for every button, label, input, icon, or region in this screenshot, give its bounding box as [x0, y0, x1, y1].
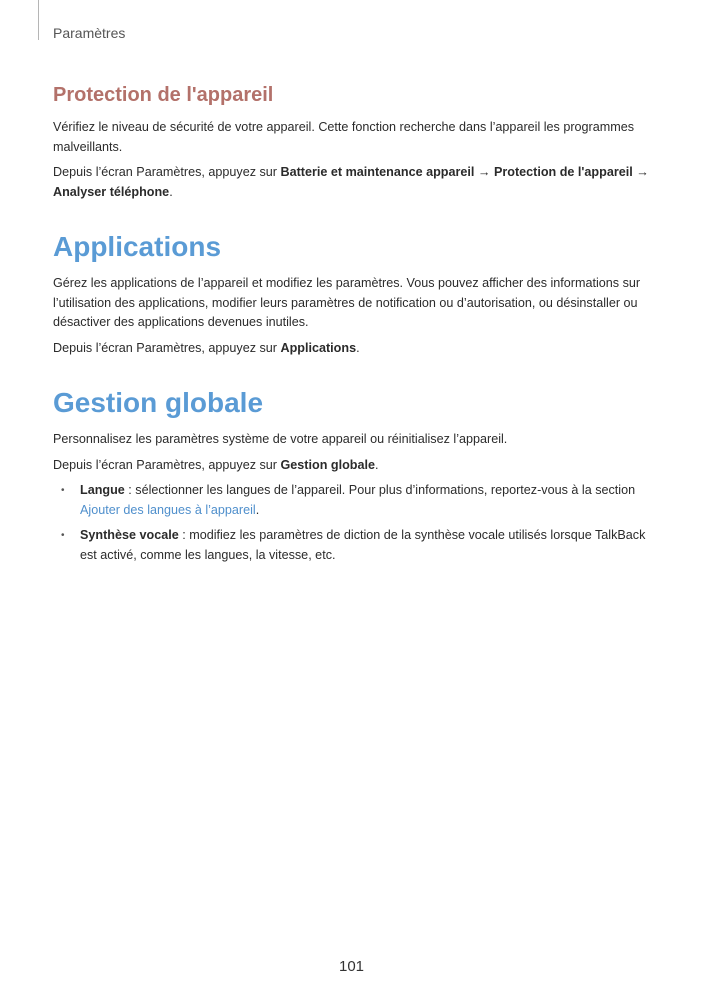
protection-instructions	[53, 163, 653, 202]
gestion-instructions	[53, 456, 653, 476]
link-ajouter-langues[interactable]: Ajouter des langues à l’appareil	[80, 502, 256, 517]
instruction-prefix: Depuis l’écran Paramètres, appuyez sur	[53, 165, 281, 179]
menu-path-battery: Batterie et maintenance appareil	[280, 165, 475, 179]
instruction-suffix: .	[169, 184, 173, 199]
menu-path-gestion: Gestion globale	[280, 457, 375, 472]
arrow-separator: →	[474, 165, 494, 179]
option-term: Langue	[80, 483, 125, 497]
menu-path-protection: Protection de l'appareil	[493, 165, 633, 179]
bullet-icon: •	[61, 485, 65, 496]
option-text: : modifiez les paramètres de diction de la synthèse vocale utilisés lorsque TalkBack est activé, comme les langues, la vitesse, etc.	[80, 528, 646, 562]
option-suffix: .	[255, 502, 260, 517]
heading-applications: Applications	[53, 231, 222, 262]
section-protection	[53, 82, 653, 202]
instruction-prefix: Depuis l’écran Paramètres, appuyez sur	[53, 457, 281, 472]
applications-description: Gérez les applications de l’appareil et modifiez les paramètres. Vous pouvez afficher des informations sur l’utilisation des applications, modifier leurs paramètres de notification ou d’autorisation, ou désinstaller ou désactiver des applications devenues inutiles.	[53, 276, 641, 329]
page-content	[53, 82, 653, 593]
applications-instructions	[53, 339, 653, 359]
option-term: Synthèse vocale	[80, 528, 179, 542]
list-item-langue	[53, 481, 653, 520]
section-applications	[53, 230, 653, 358]
page-number: 101	[338, 958, 365, 975]
section-gestion-globale	[53, 386, 653, 565]
instruction-suffix: .	[374, 457, 379, 472]
running-header: Paramètres	[53, 25, 126, 41]
heading-protection: Protection de l'appareil	[53, 84, 274, 106]
heading-gestion-globale: Gestion globale	[53, 387, 264, 418]
menu-path-applications: Applications	[280, 340, 357, 355]
bullet-icon: •	[61, 530, 65, 541]
arrow-separator: →	[632, 165, 649, 179]
menu-path-scan: Analyser téléphone	[53, 184, 170, 199]
instruction-suffix: .	[356, 340, 360, 355]
option-text: : sélectionner les langues de l’appareil. Pour plus d’informations, reportez-vous à la section	[124, 483, 636, 497]
gestion-description: Personnalisez les paramètres système de votre appareil ou réinitialisez l’appareil.	[53, 432, 508, 446]
option-list	[53, 481, 653, 565]
protection-description: Vérifiez le niveau de sécurité de votre appareil. Cette fonction recherche dans l’appareil les programmes malveillants.	[53, 120, 635, 154]
instruction-prefix: Depuis l’écran Paramètres, appuyez sur	[53, 340, 281, 355]
list-item-synthese-vocale	[53, 526, 653, 565]
margin-rule	[38, 0, 39, 40]
